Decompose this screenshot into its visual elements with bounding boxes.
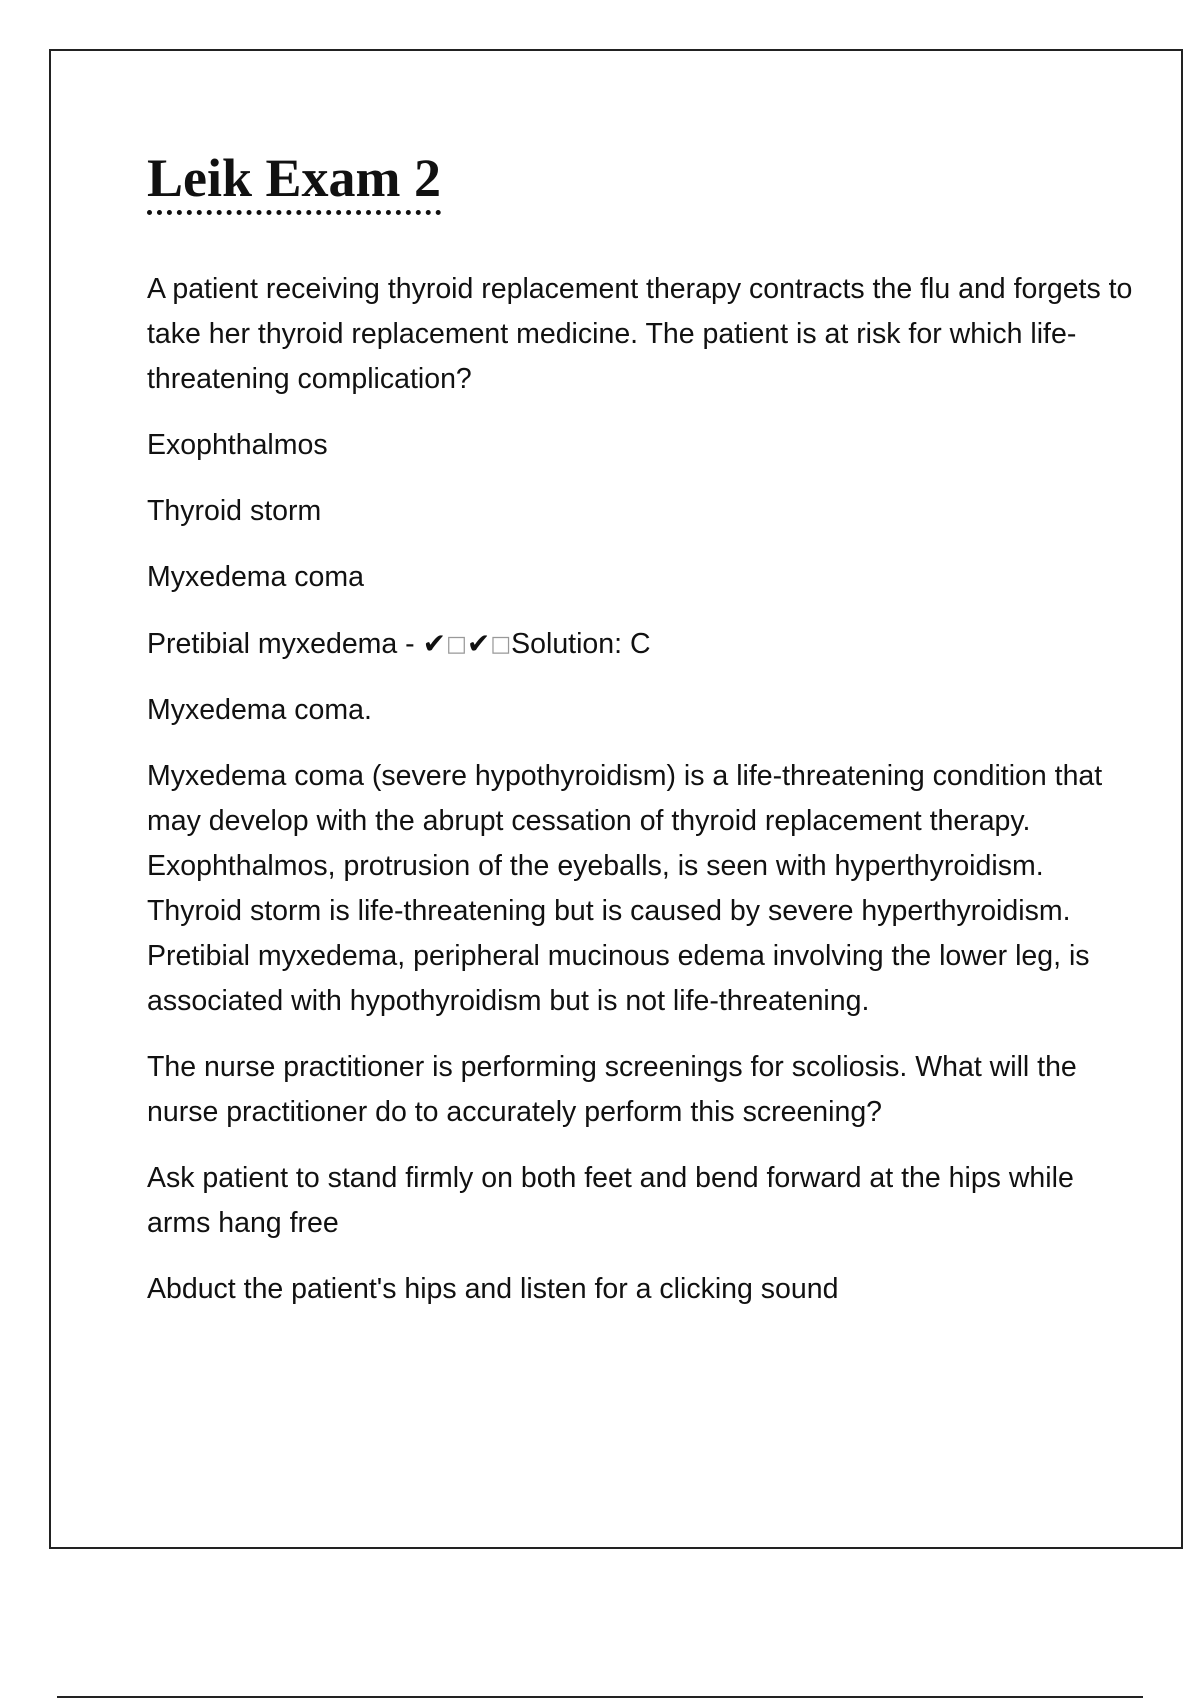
question-1-option-c: Myxedema coma bbox=[147, 561, 364, 594]
option-d-text: Pretibial myxedema - bbox=[147, 628, 423, 661]
page-bottom-rule bbox=[57, 1696, 1143, 1698]
page-frame bbox=[49, 49, 1183, 1549]
question-1-prompt: A patient receiving thyroid replacement therapy contracts the flu and forgets to take her thyroid replacement medicine. The patient is at risk for which life-threatening complication? bbox=[147, 273, 1133, 396]
question-2-prompt: The nurse practitioner is performing screenings for scoliosis. What will the nurse practitioner do to accurately perform this screening? bbox=[147, 1051, 1077, 1129]
checkmark-icon: ✔ bbox=[466, 627, 491, 661]
question-1-answer: Myxedema coma. bbox=[147, 694, 372, 727]
question-2-option-a: Ask patient to stand firmly on both feet and bend forward at the hips while arms hang free bbox=[147, 1162, 1074, 1240]
question-2-option-b: Abduct the patient's hips and listen for a clicking sound bbox=[147, 1273, 839, 1306]
question-1-option-b: Thyroid storm bbox=[147, 495, 322, 528]
question-1-rationale: Myxedema coma (severe hypothyroidism) is a life-threatening condition that may develop with the abrupt cessation of thyroid replacement therapy. Exophthalmos, protrusion of the eyeballs, is seen with hyperthyroidism. Thyroid storm is life-threatening but is caused by severe hyperthyroidism. Pretibial myxedema, peripheral mucinous edema involving the lower leg, is associated with hypothyroidism but is not life-threatening. bbox=[147, 760, 1103, 1018]
question-1-option-d bbox=[147, 621, 1137, 667]
checkbox-icon: □ bbox=[446, 632, 467, 658]
checkbox-icon: □ bbox=[490, 632, 512, 658]
document-content bbox=[147, 149, 1137, 1333]
document-title: Leik Exam 2 bbox=[147, 149, 441, 215]
checkmark-icon: ✔ bbox=[422, 627, 447, 661]
question-1-option-a: Exophthalmos bbox=[147, 429, 328, 462]
solution-label: Solution: C bbox=[511, 628, 651, 661]
